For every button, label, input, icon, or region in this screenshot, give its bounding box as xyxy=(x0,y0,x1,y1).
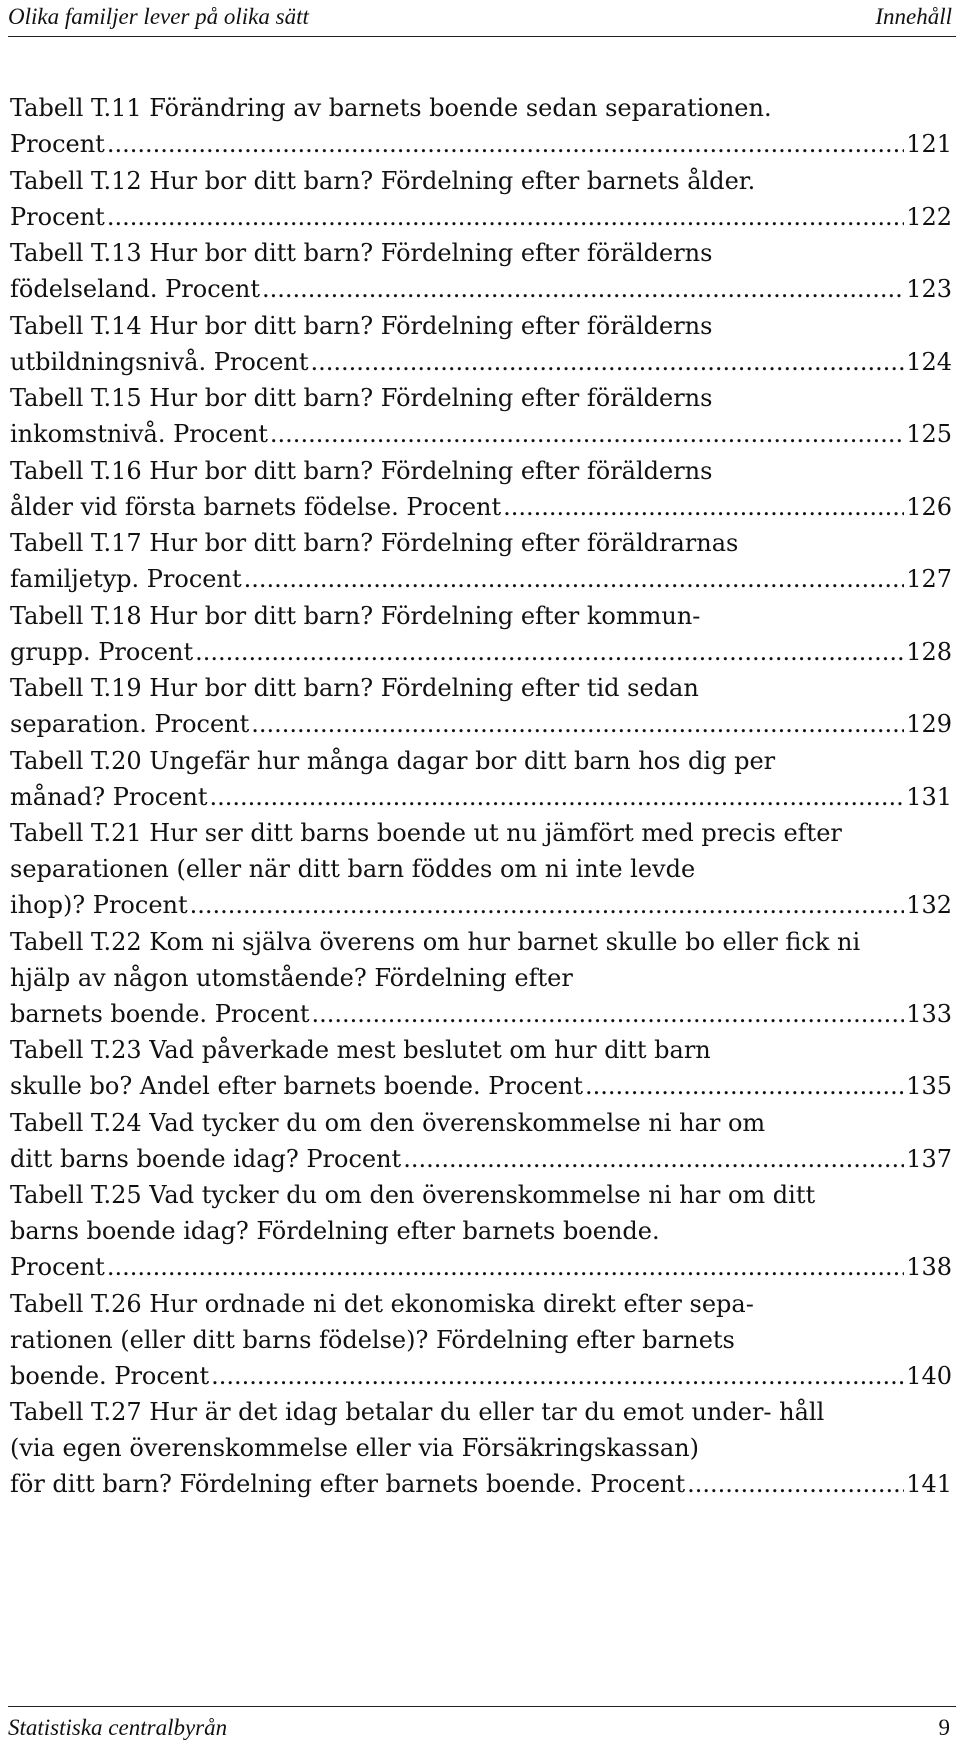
table-of-contents xyxy=(10,90,952,1503)
toc-entry-leader-line xyxy=(10,126,952,162)
toc-entry-page-number[interactable]: 141 xyxy=(906,1470,952,1498)
toc-entry[interactable] xyxy=(10,1394,952,1502)
toc-entry[interactable] xyxy=(10,308,952,380)
toc-entry-leader-line xyxy=(10,1141,952,1177)
toc-entry-page-number[interactable]: 127 xyxy=(906,565,952,593)
dot-leader xyxy=(190,887,905,923)
toc-entry-page-number[interactable]: 137 xyxy=(906,1144,952,1173)
publisher-name: Statistiska centralbyrån xyxy=(8,1715,228,1740)
toc-entry-title-end: Procent xyxy=(10,1253,105,1281)
toc-entry-title-end: separation. Procent xyxy=(10,710,250,738)
page-number: 9 xyxy=(938,1715,950,1740)
toc-entry-leader-line xyxy=(10,634,952,670)
dot-leader xyxy=(211,1358,904,1394)
page-header xyxy=(8,0,956,37)
toc-entry-title-end: ihop)? Procent xyxy=(10,891,188,919)
dot-leader xyxy=(585,1068,904,1104)
toc-entry[interactable] xyxy=(10,380,952,452)
toc-entry-leader-line xyxy=(10,416,952,452)
toc-entry[interactable] xyxy=(10,924,952,1032)
dot-leader xyxy=(210,779,905,815)
toc-entry-title: Tabell T.24 Vad tycker du om den överenskommelse ni har om xyxy=(10,1108,766,1137)
dot-leader xyxy=(107,1249,904,1285)
toc-entry-leader-line xyxy=(10,1068,952,1104)
toc-entry-title: Tabell T.14 Hur bor ditt barn? Fördelning efter förälderns xyxy=(10,311,713,340)
toc-entry-page-number[interactable]: 121 xyxy=(906,130,952,158)
toc-entry-title: Tabell T.12 Hur bor ditt barn? Fördelning efter barnets ålder. xyxy=(10,166,756,195)
toc-entry-title-end: barnets boende. Procent xyxy=(10,999,310,1028)
toc-entry-title-end: Procent xyxy=(10,130,105,158)
toc-entry-title-end: födelseland. Procent xyxy=(10,275,260,303)
toc-entry-page-number[interactable]: 135 xyxy=(906,1072,952,1100)
toc-entry-page-number[interactable]: 128 xyxy=(906,637,952,666)
toc-entry-title-end: för ditt barn? Fördelning efter barnets boende. Procent xyxy=(10,1470,686,1498)
toc-entry[interactable] xyxy=(10,235,952,307)
toc-entry-page-number[interactable]: 138 xyxy=(906,1253,952,1281)
toc-entry-leader-line xyxy=(10,779,952,815)
toc-entry-leader-line xyxy=(10,271,952,307)
toc-entry-leader-line xyxy=(10,561,952,597)
dot-leader xyxy=(403,1141,904,1177)
toc-entry-title: Tabell T.16 Hur bor ditt barn? Fördelning efter förälderns xyxy=(10,456,713,485)
toc-entry-title-end: ditt barns boende idag? Procent xyxy=(10,1144,402,1173)
toc-entry-leader-line xyxy=(10,199,952,235)
dot-leader xyxy=(312,996,905,1032)
dot-leader xyxy=(251,706,904,742)
running-title: Olika familjer lever på olika sätt xyxy=(8,4,309,29)
toc-entry-page-number[interactable]: 122 xyxy=(906,202,952,231)
toc-entry-leader-line xyxy=(10,344,952,380)
toc-entry[interactable] xyxy=(10,815,952,923)
toc-entry-title: Tabell T.19 Hur bor ditt barn? Fördelning efter tid sedan xyxy=(10,674,699,702)
toc-entry-title: Tabell T.15 Hur bor ditt barn? Fördelning efter förälderns xyxy=(10,384,713,412)
toc-entry[interactable] xyxy=(10,1105,952,1177)
page-footer xyxy=(8,1706,956,1747)
toc-entry-title: Tabell T.20 Ungefär hur många dagar bor ditt barn hos dig per xyxy=(10,746,776,775)
toc-entry[interactable] xyxy=(10,1177,952,1285)
toc-entry-title-end: ålder vid första barnets födelse. Procent xyxy=(10,492,502,521)
toc-entry[interactable] xyxy=(10,743,952,815)
toc-entry-page-number[interactable]: 124 xyxy=(906,347,952,376)
toc-entry-leader-line xyxy=(10,887,952,923)
toc-entry-title: Tabell T.27 Hur är det idag betalar du eller tar du emot under- håll (via egen överenskommelse eller via Försäkringskassan) xyxy=(10,1398,825,1462)
dot-leader xyxy=(195,634,904,670)
toc-entry-title: Tabell T.13 Hur bor ditt barn? Fördelning efter förälderns xyxy=(10,239,713,267)
toc-entry-leader-line xyxy=(10,1358,952,1394)
toc-entry[interactable] xyxy=(10,525,952,597)
toc-entry-leader-line xyxy=(10,1249,952,1285)
toc-entry-page-number[interactable]: 133 xyxy=(906,999,952,1028)
dot-leader xyxy=(503,489,904,525)
toc-entry-title: Tabell T.23 Vad påverkade mest beslutet om hur ditt barn xyxy=(10,1036,711,1064)
toc-entry[interactable] xyxy=(10,163,952,235)
section-title: Innehåll xyxy=(875,4,952,29)
toc-entry-title-end: familjetyp. Procent xyxy=(10,565,242,593)
toc-entry-title-end: boende. Procent xyxy=(10,1361,210,1390)
dot-leader xyxy=(270,416,904,452)
toc-entry-title: Tabell T.26 Hur ordnade ni det ekonomiska direkt efter sepa- rationen (eller ditt barns födelse)? Fördelning efter barnets xyxy=(10,1289,754,1354)
dot-leader xyxy=(262,271,904,307)
toc-entry-leader-line xyxy=(10,996,952,1032)
toc-entry-title-end: grupp. Procent xyxy=(10,637,194,666)
toc-entry[interactable] xyxy=(10,453,952,525)
dot-leader xyxy=(244,561,905,597)
toc-entry-title: Tabell T.17 Hur bor ditt barn? Fördelning efter föräldrarnas xyxy=(10,529,739,557)
dot-leader xyxy=(107,126,904,162)
toc-entry[interactable] xyxy=(10,670,952,742)
dot-leader xyxy=(311,344,905,380)
toc-entry-title-end: månad? Procent xyxy=(10,782,208,811)
toc-entry[interactable] xyxy=(10,90,952,162)
dot-leader xyxy=(687,1466,904,1502)
toc-entry-title-end: utbildningsnivå. Procent xyxy=(10,347,309,376)
toc-entry-title: Tabell T.25 Vad tycker du om den överenskommelse ni har om ditt barns boende idag? Fördelning efter barnets boende. xyxy=(10,1181,816,1245)
toc-entry-page-number[interactable]: 126 xyxy=(906,492,952,521)
toc-entry-page-number[interactable]: 131 xyxy=(906,782,952,811)
toc-entry[interactable] xyxy=(10,1032,952,1104)
toc-entry-page-number[interactable]: 123 xyxy=(906,275,952,303)
toc-entry-title-end: skulle bo? Andel efter barnets boende. Procent xyxy=(10,1072,584,1100)
toc-entry-title: Tabell T.22 Kom ni själva överens om hur barnet skulle bo eller fick ni hjälp av någon utomstående? Fördelning efter xyxy=(10,927,861,992)
toc-entry[interactable] xyxy=(10,598,952,670)
toc-entry-title: Tabell T.11 Förändring av barnets boende sedan separationen. xyxy=(10,94,772,122)
toc-entry-page-number[interactable]: 140 xyxy=(906,1361,952,1390)
toc-entry-leader-line xyxy=(10,1466,952,1502)
toc-entry-leader-line xyxy=(10,706,952,742)
toc-entry-title: Tabell T.21 Hur ser ditt barns boende ut nu jämfört med precis efter separationen (eller när ditt barn föddes om ni inte levde xyxy=(10,819,842,883)
dot-leader xyxy=(107,199,904,235)
toc-entry[interactable] xyxy=(10,1286,952,1394)
toc-entry-title: Tabell T.18 Hur bor ditt barn? Fördelning efter kommun- xyxy=(10,601,701,630)
toc-entry-title-end: inkomstnivå. Procent xyxy=(10,420,268,448)
toc-entry-page-number[interactable]: 132 xyxy=(906,891,952,919)
toc-entry-page-number[interactable]: 125 xyxy=(906,420,952,448)
toc-entry-leader-line xyxy=(10,489,952,525)
toc-entry-page-number[interactable]: 129 xyxy=(906,710,952,738)
toc-entry-title-end: Procent xyxy=(10,202,105,231)
